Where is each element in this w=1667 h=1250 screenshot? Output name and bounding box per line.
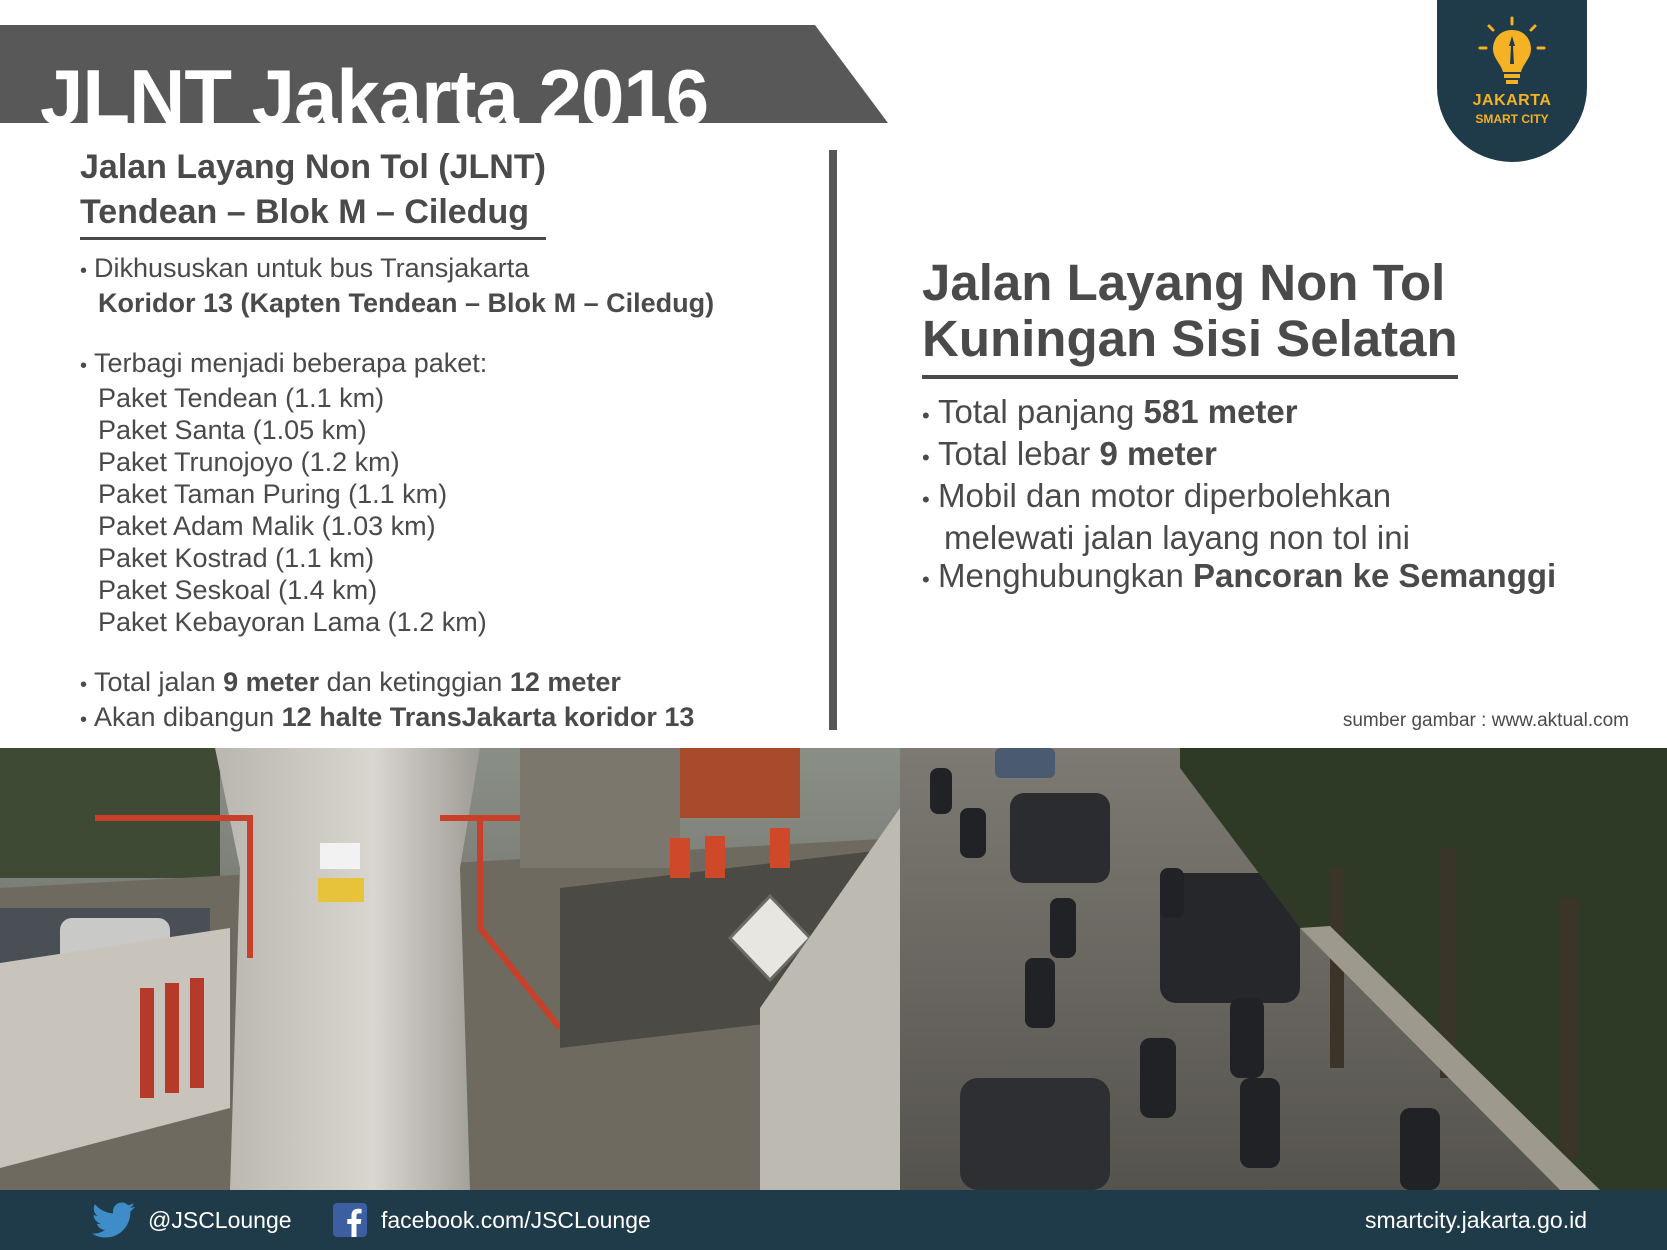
text: Total panjang	[938, 393, 1144, 430]
bullet-total-lebar: • Total lebar 9 meter	[922, 435, 1217, 472]
jlnt-tendean-title-line2: Tendean – Blok M – Ciledug	[80, 193, 529, 231]
jlnt-kuningan-title-line2: Kuningan Sisi Selatan	[922, 310, 1458, 367]
jlnt-kuningan-title	[922, 255, 1458, 379]
footer-twitter[interactable]	[92, 1190, 292, 1250]
footer-bar	[0, 1190, 1667, 1250]
paket-list	[80, 382, 820, 638]
footer-facebook[interactable]	[333, 1190, 651, 1250]
list-item: Paket Trunojoyo (1.2 km)	[98, 447, 400, 477]
bullet-paket: • Terbagi menjadi beberapa paket:	[80, 348, 488, 378]
twitter-handle: @JSCLounge	[148, 1206, 292, 1233]
twitter-icon	[92, 1202, 136, 1238]
text: dan ketinggian	[319, 667, 510, 697]
jlnt-tendean-title-line1: Jalan Layang Non Tol (JLNT)	[80, 148, 546, 186]
list-item: Paket Kostrad (1.1 km)	[98, 543, 375, 573]
text-bold: Pancoran ke Semanggi	[1193, 557, 1557, 594]
column-divider	[829, 150, 837, 730]
construction-photo	[0, 748, 1667, 1190]
list-item: Paket Tendean (1.1 km)	[98, 383, 385, 413]
bullet-total-panjang: • Total panjang 581 meter	[922, 393, 1298, 430]
text-bold: 581 meter	[1143, 393, 1298, 430]
construction-photo-illustration	[0, 748, 1667, 1190]
list-item: Paket Kebayoran Lama (1.2 km)	[98, 607, 487, 637]
jlnt-kuningan-title-line1: Jalan Layang Non Tol	[922, 254, 1446, 311]
facebook-icon	[333, 1203, 367, 1237]
list-item: Paket Santa (1.05 km)	[98, 415, 367, 445]
image-source: sumber gambar : www.aktual.com	[1342, 710, 1629, 731]
text: Total lebar	[938, 435, 1100, 472]
text: Menghubungkan	[938, 557, 1194, 594]
bullet-total-jalan: • Total jalan 9 meter dan ketinggian 12 meter	[80, 667, 621, 697]
bullet-mobil-motor-line2: melewati jalan layang non tol ini	[944, 519, 1410, 556]
list-item: Paket Taman Puring (1.1 km)	[98, 479, 448, 509]
bullet-mobil-motor: • Mobil dan motor diperbolehkan	[922, 477, 1392, 514]
bullet-koridor-text: Dikhususkan untuk bus Transjakarta	[94, 253, 530, 283]
text: Akan dibangun	[94, 702, 282, 732]
text-bold: 9 meter	[223, 667, 320, 697]
logo-text-smart-city: SMART CITY	[1475, 112, 1549, 126]
facebook-url: facebook.com/JSCLounge	[381, 1206, 651, 1233]
text: Total jalan	[94, 667, 224, 697]
bullet-koridor: • Dikhususkan untuk bus Transjakarta	[80, 253, 530, 283]
jlnt-tendean-title	[80, 145, 546, 240]
page-title: JLNT Jakarta 2016	[40, 53, 709, 141]
bullet-koridor-bold: Koridor 13 (Kapten Tendean – Blok M – Ciledug)	[98, 288, 715, 318]
monas-lightbulb-icon	[1477, 16, 1547, 92]
jlnt-kuningan-section	[922, 255, 1642, 599]
text-bold: 12 halte TransJakarta koridor 13	[281, 702, 695, 732]
text: Mobil dan motor diperbolehkan	[938, 477, 1392, 514]
list-item: Paket Adam Malik (1.03 km)	[98, 511, 436, 541]
jlnt-tendean-section	[80, 145, 820, 736]
bullet-halte: • Akan dibangun 12 halte TransJakarta koridor 13	[80, 702, 695, 732]
jakarta-smart-city-logo	[1437, 0, 1587, 162]
text-bold: 9 meter	[1099, 435, 1217, 472]
list-item: Paket Seskoal (1.4 km)	[98, 575, 378, 605]
logo-text-jakarta: JAKARTA	[1472, 92, 1552, 109]
bullet-paket-text: Terbagi menjadi beberapa paket:	[94, 348, 488, 378]
footer-website[interactable]: smartcity.jakarta.go.id	[1365, 1206, 1587, 1233]
bullet-menghubungkan: • Menghubungkan Pancoran ke Semanggi	[922, 557, 1557, 594]
title-banner	[0, 25, 890, 141]
text-bold: 12 meter	[509, 667, 621, 697]
